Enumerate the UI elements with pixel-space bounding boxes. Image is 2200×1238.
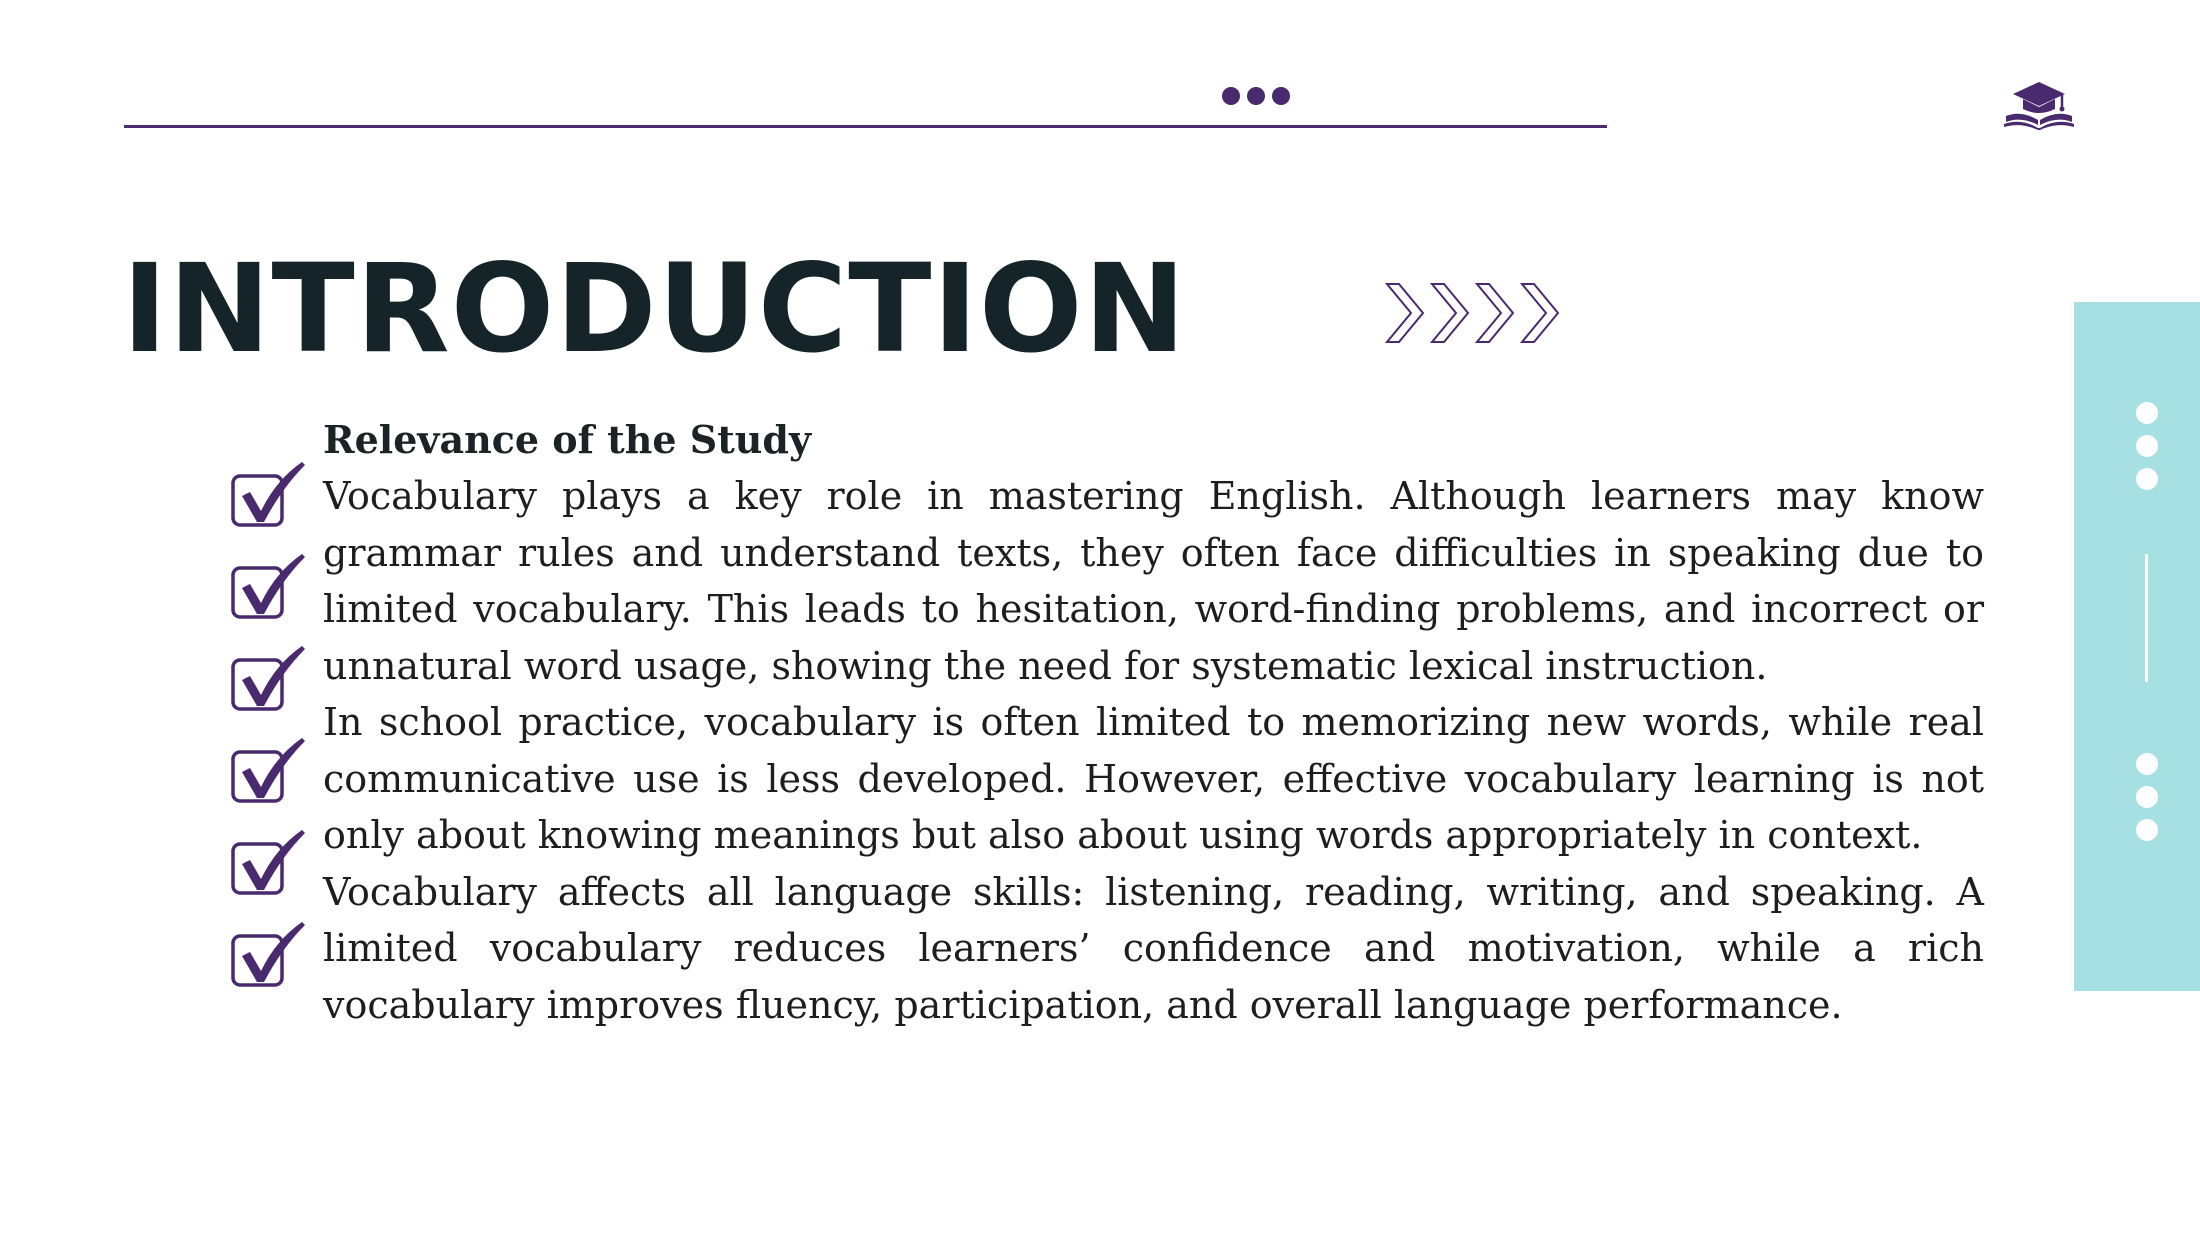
header-dot	[1222, 87, 1240, 105]
header-divider-line	[124, 125, 1607, 128]
sidebar-dot	[2136, 786, 2158, 808]
body-paragraph: In school practice, vocabulary is often limited to memorizing new words, while real communicative use is less developed. However, effective vocabulary learning is not only about knowing meanings but also about using words appropriately in context.	[323, 700, 1984, 857]
body-paragraph: Vocabulary affects all language skills: listening, reading, writing, and speaking. A limited vocabulary reduces learners’ confidence and motivation, while a rich vocabulary improves fluency, participation, and overall language performance.	[323, 869, 1984, 1027]
checkbox-checked-icon	[229, 826, 309, 906]
chevron-right-icon	[1477, 284, 1513, 342]
header-dot	[1272, 87, 1290, 105]
slide-body	[323, 412, 1984, 1033]
chevron-arrows-decoration	[1385, 280, 1570, 346]
side-accent-panel	[2074, 302, 2200, 991]
sidebar-dot	[2136, 753, 2158, 775]
header-dots	[1222, 87, 1290, 107]
slide-title: INTRODUCTION	[122, 238, 1187, 380]
chevron-right-icon	[1432, 284, 1468, 342]
header-dot	[1247, 87, 1265, 105]
chevron-right-icon	[1387, 284, 1423, 342]
checkbox-checked-icon	[229, 918, 309, 998]
sidebar-divider	[2145, 554, 2148, 682]
sidebar-dot	[2136, 435, 2158, 457]
section-subtitle: Relevance of the Study	[323, 417, 812, 462]
checkbox-checked-icon	[229, 734, 309, 814]
sidebar-dot	[2136, 402, 2158, 424]
body-paragraph: Vocabulary plays a key role in mastering English. Although learners may know grammar rules and understand texts, they often face difficulties in speaking due to limited vocabulary. This leads to hesitation, word-finding problems, and incorrect or unnatural word usage, showing the need for systematic lexical instruction.	[323, 474, 1984, 688]
checkbox-checked-icon	[229, 642, 309, 722]
checkbox-checked-icon	[229, 458, 309, 538]
sidebar-dot	[2136, 819, 2158, 841]
sidebar-dot	[2136, 468, 2158, 490]
checkbox-checked-icon	[229, 550, 309, 630]
graduation-cap-book-icon	[2003, 78, 2075, 130]
chevron-right-icon	[1522, 284, 1558, 342]
